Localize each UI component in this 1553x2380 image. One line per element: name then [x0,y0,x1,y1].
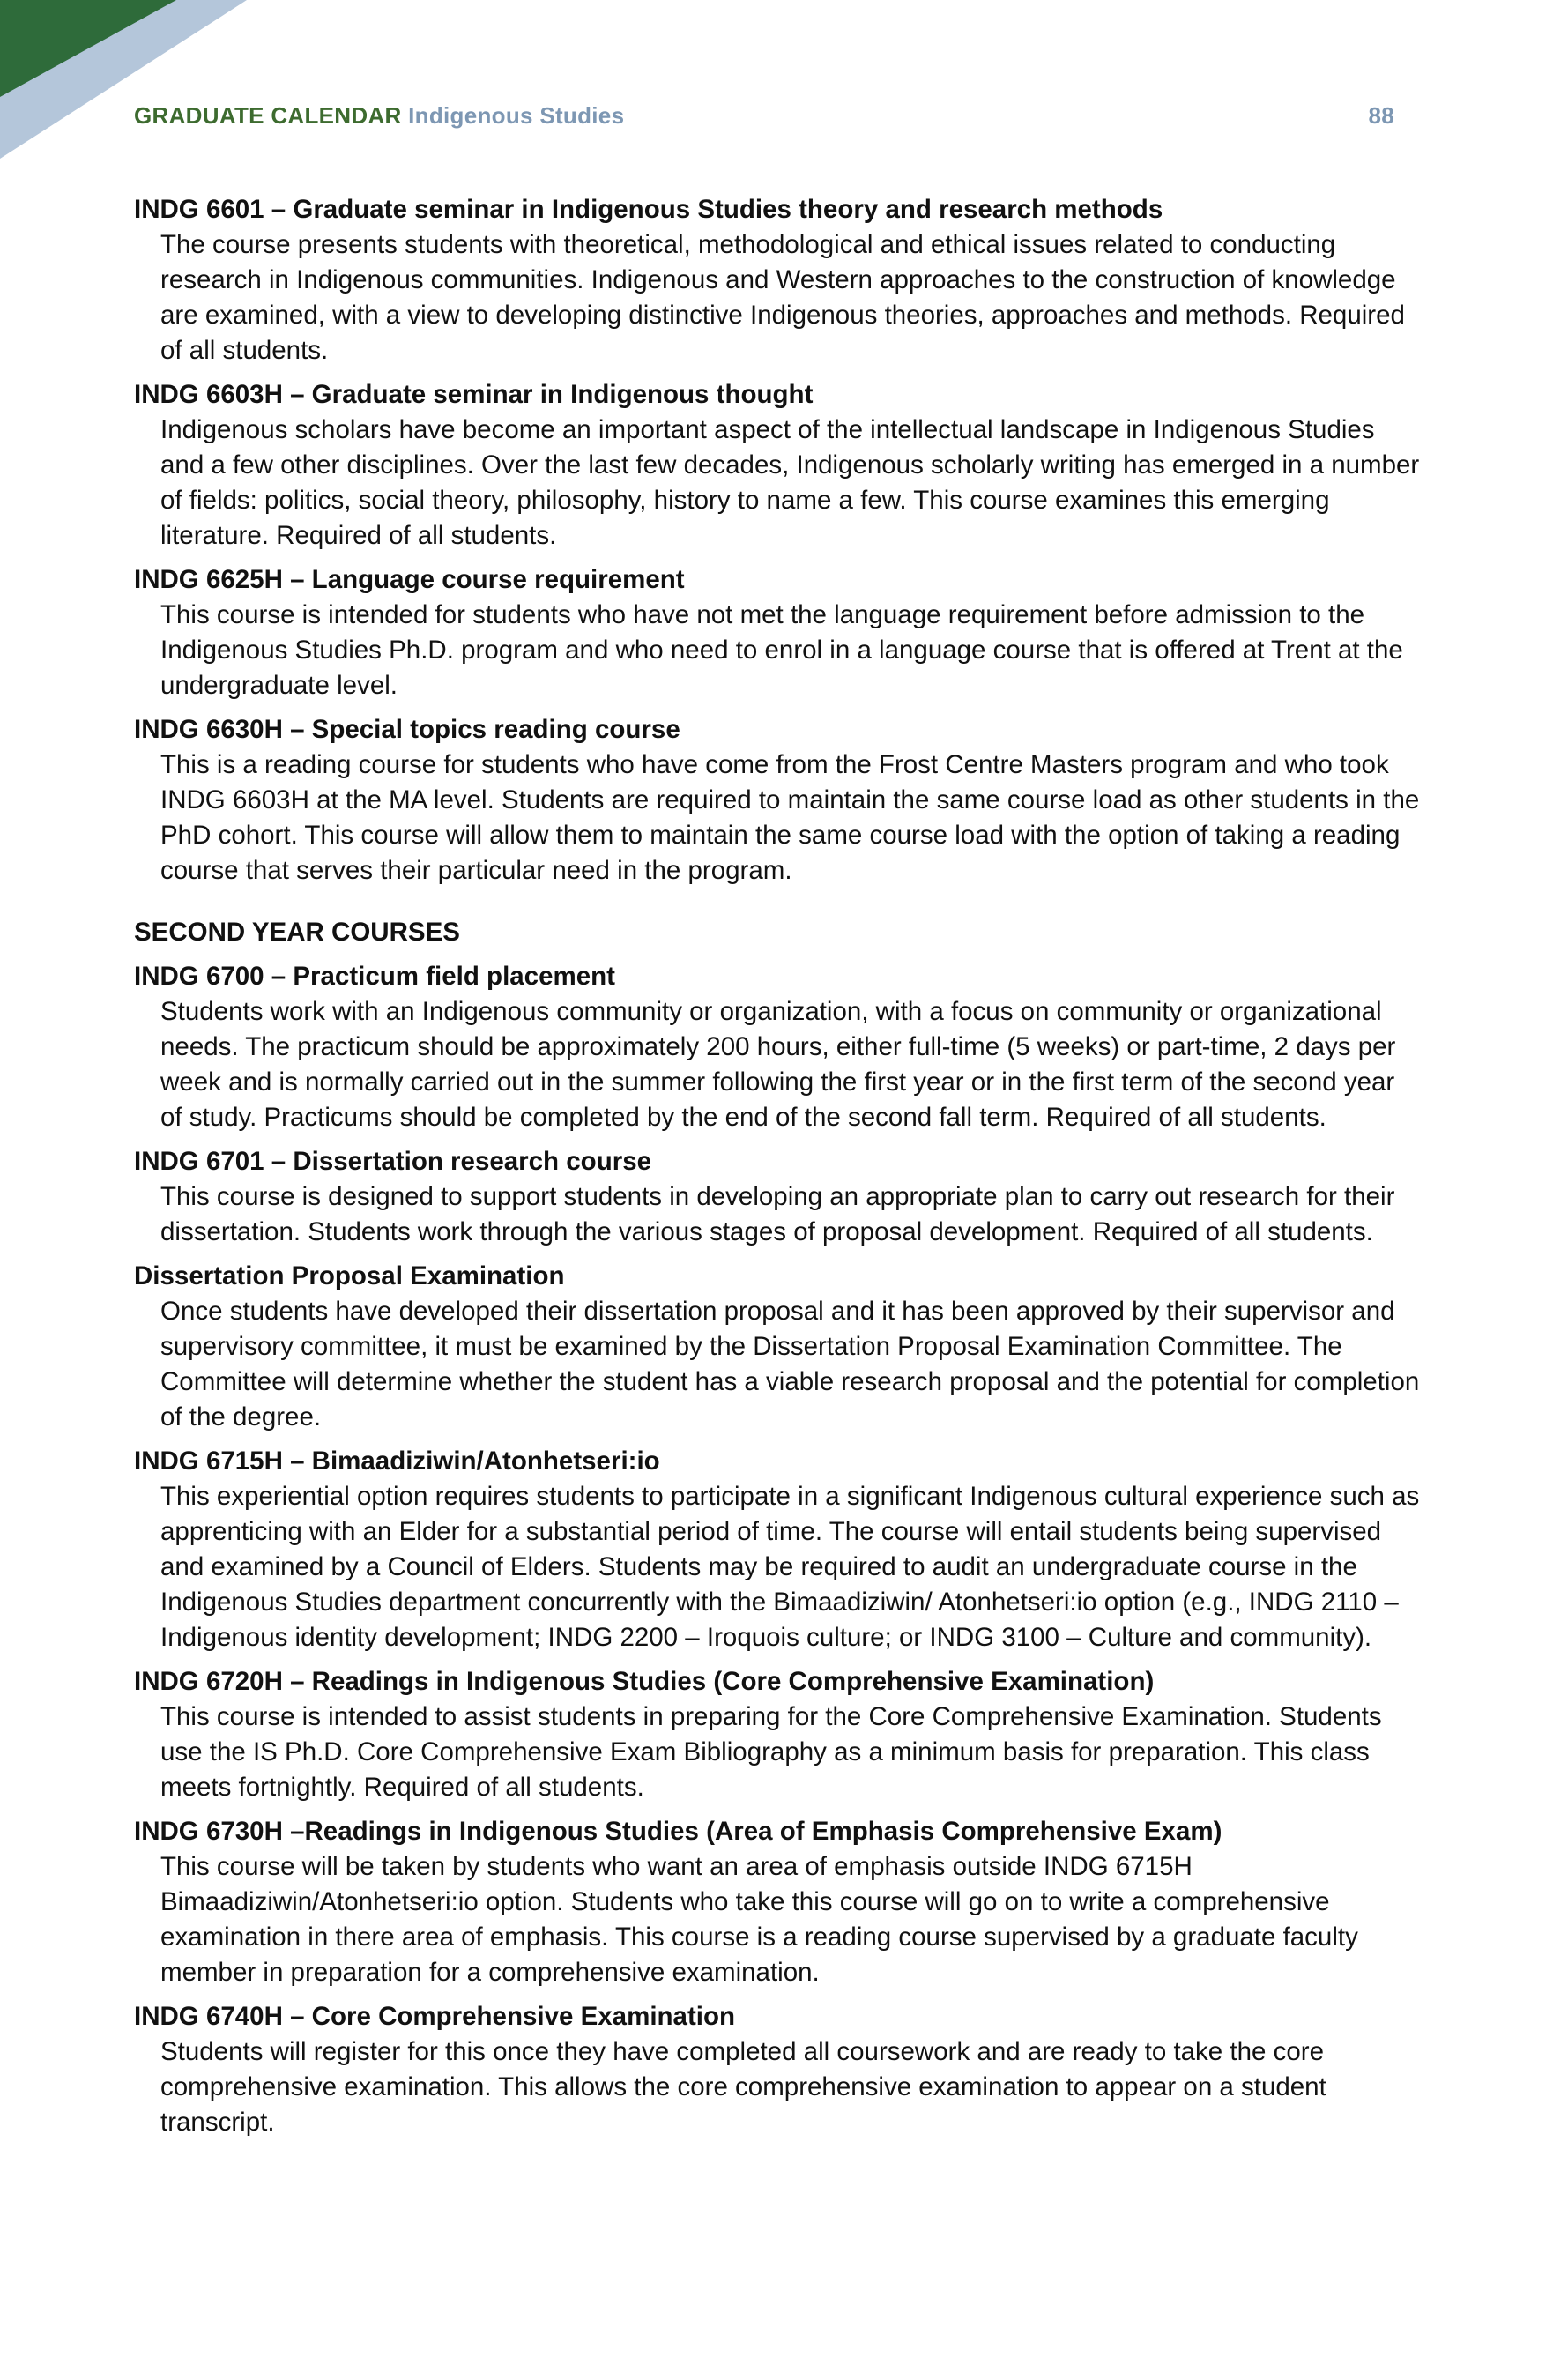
page-header [134,102,1394,138]
course-description: Students will register for this once they have completed all coursework and are ready to take the core comprehensive examination. This allows the core comprehensive examination to appear on a student transcript. [160,2037,1326,2137]
course-description: This course will be taken by students who want an area of emphasis outside INDG 6715H Bimaadiziwin/Atonhetseri:io option. Students who take this course will go on to write a comprehensive examination in there area of emphasis. This course is a reading course supervised by a graduate faculty member in preparation for a comprehensive examination. [160,1852,1358,1987]
course-description: This experiential option requires students to participate in a significant Indigenous cultural experience such as apprenticing with an Elder for a substantial period of time. The course will entail students being supervised and examined by a Council of Elders. Students may be required to audit an undergraduate course in the Indigenous Studies department concurrently with the Bimaadiziwin/ Atonhetseri:io option (e.g., INDG 2110 – Indigenous identity development; INDG 2200 – Iroquois culture; or INDG 3100 – Culture and community). [160,1482,1420,1652]
course-title: INDG 6625H – Language course requirement [134,565,685,594]
course-description: Once students have developed their dissertation proposal and it has been approved by their supervisor and supervisory committee, it must be examined by the Dissertation Proposal Examination Committee. The Committee will determine whether the student has a viable research proposal and the potential for completion of the degree. [160,1297,1420,1432]
course-description: Indigenous scholars have become an important aspect of the intellectual landscape in Indigenous Studies and a few other disciplines. Over the last few decades, Indigenous scholarly writing has emerged in a number of fields: politics, social theory, philosophy, history to name a few. This course examines this emerging literature. Required of all students. [160,415,1420,550]
course-entry [134,959,1421,1135]
course-entry [134,1144,1421,1250]
course-entry [134,1259,1421,1435]
course-title: INDG 6730H –Readings in Indigenous Studies (Area of Emphasis Comprehensive Exam) [134,1817,1222,1846]
course-title: INDG 6630H – Special topics reading course [134,715,680,744]
course-title: INDG 6715H – Bimaadiziwin/Atonhetseri:io [134,1447,660,1476]
course-entry [134,1664,1421,1805]
course-title: Dissertation Proposal Examination [134,1261,565,1290]
course-listing [134,192,1421,2149]
course-description: This course is intended for students who have not met the language requirement before admission to the Indigenous Studies Ph.D. program and who need to enrol in a language course that is offered at Trent at the undergraduate level. [160,600,1403,700]
course-entry [134,1444,1421,1655]
section-title: Indigenous Studies [408,102,625,129]
course-title: INDG 6720H – Readings in Indigenous Studies (Core Comprehensive Examination) [134,1667,1155,1696]
course-entry [134,1999,1421,2140]
course-title: INDG 6700 – Practicum field placement [134,962,615,991]
course-description: This is a reading course for students who have come from the Frost Centre Masters program and who took INDG 6603H at the MA level. Students are required to maintain the same course load as other students in the PhD cohort. This course will allow them to maintain the same course load with the option of taking a reading course that serves their particular need in the program. [160,750,1420,885]
course-description: The course presents students with theoretical, methodological and ethical issues related to conducting research in Indigenous communities. Indigenous and Western approaches to the construction of knowledge are examined, with a view to developing distinctive Indigenous theories, approaches and methods. Required of all students. [160,230,1405,365]
course-title: INDG 6740H – Core Comprehensive Examination [134,2002,736,2031]
calendar-title: GRADUATE CALENDAR [134,102,402,129]
course-entry [134,1814,1421,1990]
course-entry [134,192,1421,368]
course-description: This course is designed to support students in developing an appropriate plan to carry out research for their dissertation. Students work through the various stages of proposal development. Required of all students. [160,1182,1395,1246]
course-entry [134,712,1421,889]
course-description: This course is intended to assist students in preparing for the Core Comprehensive Examination. Students use the IS Ph.D. Core Comprehensive Exam Bibliography as a minimum basis for preparation. This class meets fortnightly. Required of all students. [160,1702,1382,1802]
course-title: INDG 6701 – Dissertation research course [134,1147,652,1176]
course-entry [134,562,1421,703]
course-description: Students work with an Indigenous community or organization, with a focus on community or organizational needs. The practicum should be approximately 200 hours, either full-time (5 weeks) or part-time, 2 days per week and is normally carried out in the summer following the first year or in the first term of the second year of study. Practicums should be completed by the end of the second fall term. Required of all students. [160,997,1396,1132]
section-heading-second-year: SECOND YEAR COURSES [134,918,460,947]
course-title: INDG 6601 – Graduate seminar in Indigenous Studies theory and research methods [134,195,1163,224]
page-number: 88 [1368,102,1394,129]
course-entry [134,377,1421,554]
course-title: INDG 6603H – Graduate seminar in Indigenous thought [134,380,814,409]
